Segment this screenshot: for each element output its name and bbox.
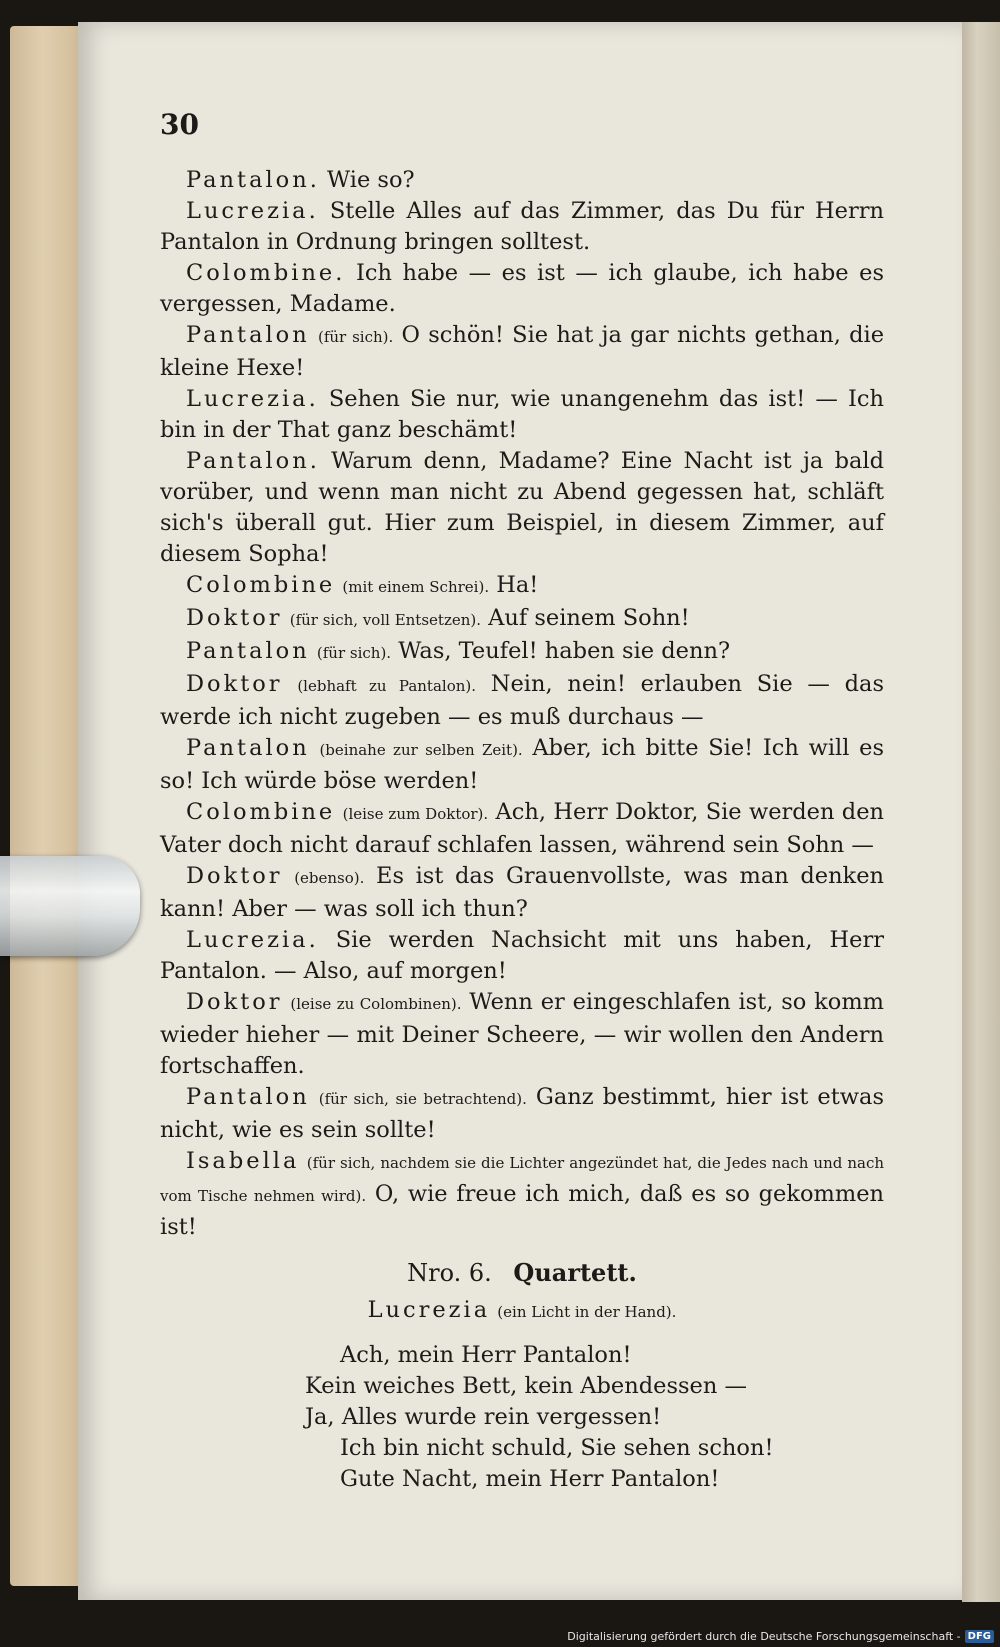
speaker-name: Colombine — [186, 572, 336, 598]
stage-direction: (mit einem Schrei). — [342, 578, 490, 596]
verse-line: Kein weiches Bett, kein Abendessen — — [305, 1373, 747, 1399]
speaker-name: Pantalon — [186, 322, 310, 348]
dialogue-text: O schön! Sie hat ja gar nichts gethan, die kleine Hexe! — [160, 322, 885, 381]
dialogue-text: Nein, nein! erlauben Sie — das werde ich nicht zugeben — es muß durchaus — — [160, 671, 885, 730]
speaker-name: Pantalon — [186, 735, 310, 761]
dialogue-text: Sie werden Nachsicht mit uns haben, Herr Pantalon. — Also, auf morgen! — [160, 927, 885, 984]
verse-line: Ach, mein Herr Pantalon! — [340, 1342, 632, 1368]
dialogue-text: Auf seinem Sohn! — [488, 605, 690, 631]
dialogue-paragraph — [160, 446, 884, 570]
verse-line: Ja, Alles wurde rein vergessen! — [305, 1404, 662, 1430]
stage-direction: (ebenso). — [294, 869, 365, 887]
footer-text: Digitalisierung gefördert durch die Deutsche Forschungsgemeinschaft - — [567, 1630, 961, 1643]
dialogue-paragraph — [160, 384, 884, 446]
speaker-name: Lucrezia. — [186, 386, 319, 412]
song-direction: (ein Licht in der Hand). — [497, 1303, 677, 1321]
stage-direction: (für sich, voll Entsetzen). — [289, 611, 481, 629]
speaker-name: Pantalon. — [186, 167, 320, 193]
section-title: Quartett. — [513, 1258, 637, 1287]
dialogue-paragraph — [160, 861, 884, 925]
dialogue-text: Ganz bestimmt, hier ist etwas nicht, wie es sein sollte! — [160, 1084, 884, 1143]
dialogue-paragraph — [160, 797, 884, 861]
section-number: Nro. 6. — [407, 1259, 492, 1287]
verse-line: Ich bin nicht schuld, Sie sehen schon! — [340, 1435, 774, 1461]
speaker-name: Isabella — [186, 1148, 300, 1174]
speaker-name: Lucrezia. — [186, 927, 319, 953]
page-text — [160, 165, 884, 1495]
speaker-name: Doktor — [186, 605, 283, 631]
page-number: 30 — [160, 108, 199, 141]
stage-direction: (für sich). — [316, 644, 392, 662]
digitization-footer — [567, 1630, 994, 1643]
dialogue-text: Ich habe — es ist — ich glaube, ich habe es vergessen, Madame. — [160, 260, 884, 317]
dialogue-text: Wenn er eingeschlafen ist, so komm wieder hieher — mit Deiner Scheere, — wir wollen den Andern fortschaffen. — [160, 989, 884, 1079]
dialogue-paragraph — [160, 603, 884, 636]
speaker-name: Colombine. — [186, 260, 346, 286]
speaker-name: Doktor — [186, 989, 283, 1015]
speaker-name: Doktor — [186, 863, 283, 889]
dfg-logo: DFG — [965, 1630, 994, 1643]
stage-direction: (für sich, sie betrachtend). — [318, 1090, 527, 1108]
dialogue-paragraph — [160, 1082, 884, 1146]
song-verses — [160, 1340, 884, 1495]
section-heading — [160, 1257, 884, 1289]
dialogue-paragraph — [160, 258, 884, 320]
dialogue-paragraph — [160, 987, 884, 1082]
dialogue-text: O, wie freue ich mich, daß es so gekommen ist! — [160, 1181, 884, 1240]
dialogue-paragraph — [160, 196, 884, 258]
dialogue-paragraph — [160, 733, 884, 797]
dialogue-text: Was, Teufel! haben sie denn? — [398, 638, 731, 664]
dialogue-text: Ha! — [496, 572, 539, 598]
facing-page-edge — [962, 22, 1000, 1602]
speaker-name: Lucrezia. — [186, 198, 319, 224]
dialogue-text: Sehen Sie nur, wie unangenehm das ist! — Ich bin in der That ganz beschämt! — [160, 386, 884, 443]
song-speaker-line — [160, 1295, 884, 1328]
speaker-name: Pantalon — [186, 1084, 310, 1110]
dialogue-text: Es ist das Grauenvollste, was man denken kann! Aber — was soll ich thun? — [160, 863, 884, 922]
dialogue-paragraph — [160, 1146, 884, 1243]
stage-direction: (leise zum Doktor). — [342, 805, 489, 823]
dialogue-paragraph — [160, 636, 884, 669]
song-speaker: Lucrezia — [367, 1297, 491, 1323]
stage-direction: (leise zu Colombinen). — [290, 995, 462, 1013]
stage-direction: (lebhaft zu Pantalon). — [297, 677, 477, 695]
stage-direction: (für sich). — [317, 328, 394, 346]
dialogue-paragraph — [160, 165, 884, 196]
dialogue-paragraph — [160, 320, 884, 384]
dialogue-text: Aber, ich bitte Sie! Ich will es so! Ich würde böse werden! — [160, 735, 884, 794]
dialogue-paragraph — [160, 570, 884, 603]
speaker-name: Doktor — [186, 671, 283, 697]
speaker-name: Pantalon. — [186, 448, 320, 474]
dialogue-text: Warum denn, Madame? Eine Nacht ist ja bald vorüber, und wenn man nicht zu Abend gegessen hat, schläft sich's überall gut. Hier zum Beispiel, in diesem Zimmer, auf diesem Sopha! — [160, 448, 884, 567]
dialogue-paragraph — [160, 669, 884, 733]
stage-direction: (für sich, nachdem sie die Lichter angezündet hat, die Jedes nach und nach vom Tische nehmen wird). — [160, 1154, 885, 1205]
dialogue-text: Stelle Alles auf das Zimmer, das Du für Herrn Pantalon in Ordnung bringen solltest. — [160, 198, 884, 255]
dialogue-text: Ach, Herr Doktor, Sie werden den Vater doch nicht darauf schlafen lassen, während sein Sohn — — [160, 799, 885, 858]
stage-direction: (beinahe zur selben Zeit). — [319, 741, 523, 759]
dialogue-text: Wie so? — [327, 167, 415, 193]
speaker-name: Pantalon — [186, 638, 310, 664]
dialogue-paragraph — [160, 925, 884, 987]
speaker-name: Colombine — [186, 799, 336, 825]
page-holder-clip — [0, 856, 140, 956]
dialogue — [160, 165, 884, 1243]
verse-line: Gute Nacht, mein Herr Pantalon! — [340, 1466, 720, 1492]
